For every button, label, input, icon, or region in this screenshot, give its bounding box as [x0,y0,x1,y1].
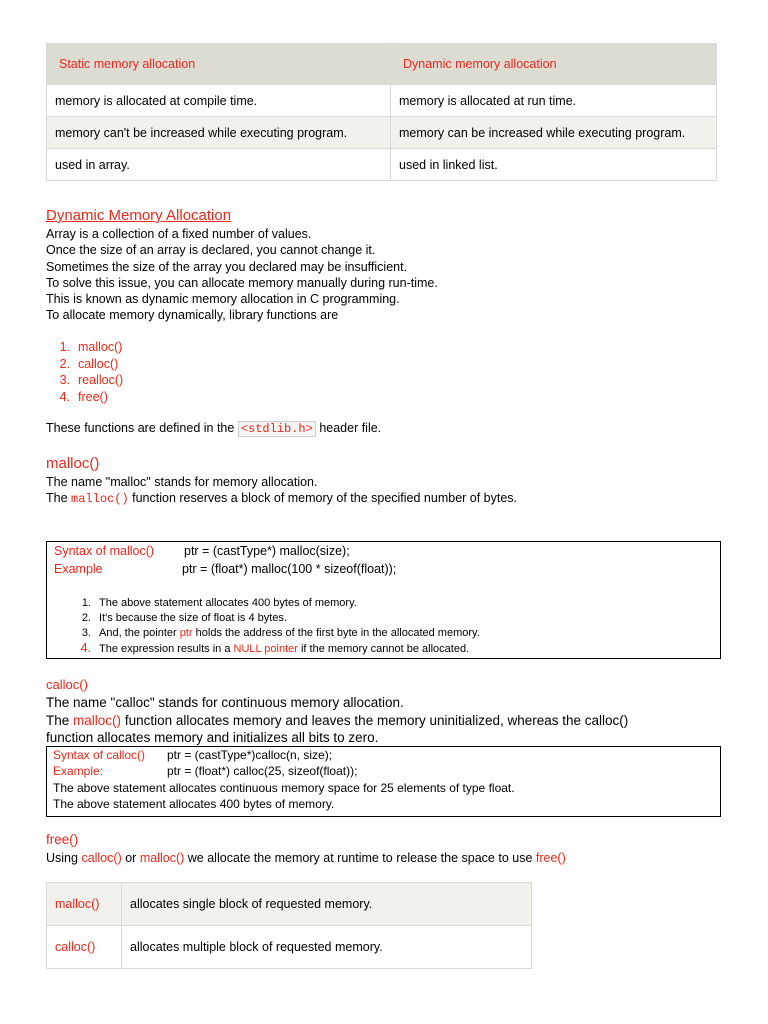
list-item [75,611,480,626]
malloc-notes [75,596,480,657]
list-item [46,356,123,373]
text-fragment: The [46,712,70,728]
text-fragment: Using [46,851,78,865]
highlight-text: calloc() [81,851,122,865]
table-cell: allocates multiple block of requested memory. [122,926,532,969]
list-number: 2. [59,356,70,371]
function-list [46,339,123,405]
note-text: holds the address of the first byte in the allocated memory. [195,627,480,639]
highlight-text: malloc() [139,851,185,865]
note-text: The above statement allocates 400 bytes of memory. [53,797,335,811]
example-code: ptr = (float*) malloc(100 * sizeof(float)); [182,562,397,576]
syntax-label: Syntax of malloc() [54,544,155,558]
table-cell: allocates single block of requested memory. [122,883,532,926]
malloc-code: malloc() [71,492,129,507]
list-number: 4. [59,389,70,404]
description-line [46,490,517,507]
stdlib-code: <stdlib.h> [238,421,316,437]
table-row [47,926,532,969]
calloc-description [46,694,746,747]
table-cell: memory is allocated at run time. [391,85,717,117]
column-header-dynamic: Dynamic memory allocation [391,44,717,85]
table-cell: memory can't be increased while executing program. [47,117,391,149]
function-name: calloc() [78,356,119,371]
list-item [75,626,480,641]
malloc-description [46,474,517,508]
function-name: realloc() [78,373,124,387]
description-line: function allocates memory and initializes all bits to zero. [46,730,379,745]
free-description [46,850,566,866]
text-fragment: These functions are defined in the [46,421,235,435]
intro-line: This is known as dynamic memory allocation in C programming. [46,292,400,307]
intro-line: Once the size of an array is declared, you cannot change it. [46,243,376,258]
function-table [46,882,532,969]
note-text: It's because the size of float is 4 bytes. [99,612,287,624]
table-row [47,149,717,181]
dma-intro [46,226,438,324]
text-fragment: function reserves a block of memory of the specified number of bytes. [132,491,518,506]
syntax-code: ptr = (castType*)calloc(n, size); [167,748,333,762]
column-header-static: Static memory allocation [47,44,391,85]
free-heading: free() [46,832,79,847]
syntax-label: Syntax of calloc() [53,748,146,762]
calloc-heading: calloc() [46,677,88,692]
comparison-table [46,43,717,181]
list-number: 4. [80,641,91,655]
text-fragment: function allocates memory and leaves the memory uninitialized, whereas the calloc() [124,712,629,728]
table-row [47,883,532,926]
highlight-text: ptr [179,627,193,639]
table-cell: memory can be increased while executing program. [391,117,717,149]
text-fragment: or [125,851,137,865]
list-item [46,339,123,356]
table-row [47,85,717,117]
list-item [46,389,123,406]
list-number: 1. [59,340,70,354]
description-line: The name "malloc" stands for memory allocation. [46,475,318,489]
intro-line: To allocate memory dynamically, library functions are [46,308,339,323]
description-line [46,712,746,730]
text-fragment: The [46,491,68,506]
note-text: if the memory cannot be allocated. [300,643,470,655]
function-name: malloc() [78,340,123,354]
intro-line: Sometimes the size of the array you declared may be insufficient. [46,259,408,274]
function-name: free() [78,389,108,404]
header-file-line [46,420,381,437]
table-cell: memory is allocated at compile time. [47,85,391,117]
example-code: ptr = (float*) calloc(25, sizeof(float)); [167,764,358,778]
example-label: Example: [53,764,104,778]
calloc-syntax-box [46,746,721,817]
table-cell: used in array. [47,149,391,181]
table-cell: calloc() [47,926,122,969]
syntax-code: ptr = (castType*) malloc(size); [184,544,350,558]
note-text: And, the pointer [99,627,177,639]
note-text: The above statement allocates continuous memory space for 25 elements of type float. [53,781,515,795]
note-text: The above statement allocates 400 bytes of memory. [99,597,357,609]
intro-line: To solve this issue, you can allocate memory manually during run-time. [46,275,438,290]
text-fragment: we allocate the memory at runtime to release the space to use [187,851,533,865]
highlight-text: NULL pointer [233,643,298,655]
example-label: Example [54,562,103,576]
list-number: 3. [81,627,91,639]
malloc-syntax-box [46,541,721,659]
highlight-text: malloc() [73,712,122,728]
table-cell: malloc() [47,883,122,926]
list-item [46,372,123,389]
list-item [75,641,480,657]
comparison-table-header [47,44,717,85]
highlight-text: free() [535,851,566,865]
list-item [75,596,480,611]
malloc-heading: malloc() [46,455,100,472]
note-text: The expression results in a [99,643,231,655]
description-line: The name "calloc" stands for continuous memory allocation. [46,695,404,710]
list-number: 2. [81,612,91,624]
intro-line: Array is a collection of a fixed number of values. [46,227,312,241]
table-row [47,117,717,149]
table-cell: used in linked list. [391,149,717,181]
list-number: 3. [59,373,70,387]
dma-heading: Dynamic Memory Allocation [46,207,232,224]
text-fragment: header file. [319,421,382,435]
list-number: 1. [81,597,91,609]
